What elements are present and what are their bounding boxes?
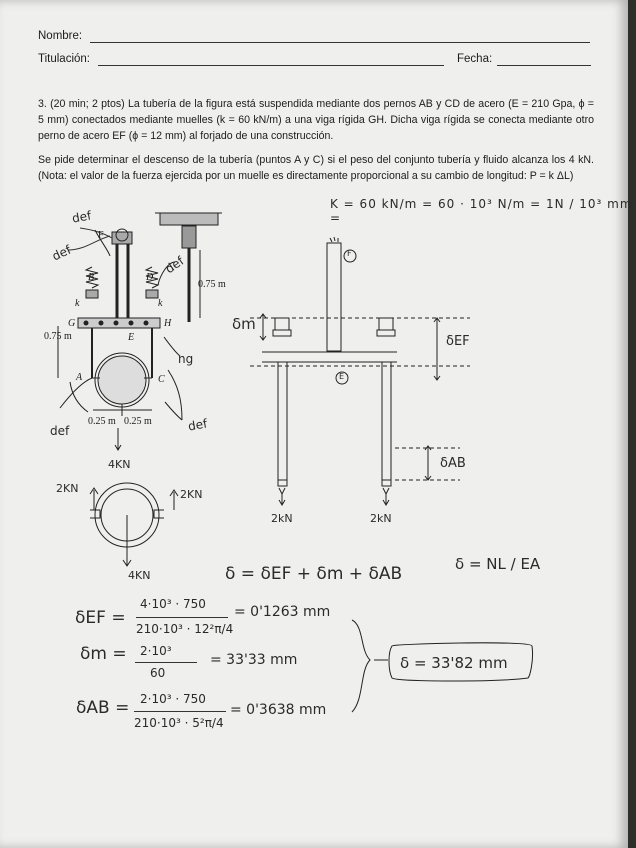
label-g: G	[68, 318, 76, 329]
ab-denominator: 210·10³ · 5²π/4	[134, 716, 224, 730]
delta-ab-label: δAB	[440, 456, 466, 471]
sum-equation: δ = δEF + δm + δAB	[225, 564, 403, 584]
problem-statement: 3. (20 min; 2 ptos) La tubería de la figura está suspendida mediante dos pernos AB y CD de acero (E = 210 Gpa, ϕ = 5 mm) conectados mediante muelles (k = 60 kN/m) a una viga rígida GH. Dicha viga rígida se conecta mediante otro perno de acero EF (ϕ = 12 mm) al forjado de una construcción.	[38, 98, 594, 143]
ab-fraction-bar	[134, 711, 226, 712]
def-label-4: def	[50, 424, 70, 438]
date-label: Fecha:	[457, 53, 493, 65]
final-answer: δ = 33'82 mm	[400, 654, 508, 672]
def-label-5: def	[186, 416, 209, 434]
label-b: B	[88, 272, 95, 283]
dim-075-right: 0.75 m	[198, 279, 226, 290]
label-k1: k	[75, 298, 80, 309]
def-label-3: def	[162, 253, 187, 277]
load-4kn-bottom: 4KN	[128, 569, 151, 582]
load-2kn-right: 2KN	[180, 488, 203, 501]
ef-result: = 0'1263 mm	[234, 604, 331, 620]
load-2kn-left: 2KN	[56, 482, 79, 495]
circle-f-label: F	[347, 249, 352, 258]
ef-denominator: 210·10³ · 12²π/4	[136, 622, 234, 636]
ceiling-bracket	[182, 226, 196, 248]
ab-result: = 0'3638 mm	[230, 702, 327, 718]
dim-025-right: 0.25 m	[124, 416, 152, 427]
label-h: H	[164, 318, 172, 329]
ab-numerator: 2·10³ · 750	[140, 692, 206, 706]
k-conversion: K = 60 kN/m = 60 · 10³ N/m = 1N / 10³ mm =	[330, 197, 633, 225]
m-result: = 33'33 mm	[210, 652, 298, 668]
label-f: F	[98, 230, 104, 241]
ceiling-slab	[160, 213, 218, 225]
general-formula: δ = NL / EA	[455, 555, 541, 573]
circle-e-label: E	[339, 372, 345, 381]
m-fraction-bar	[135, 662, 197, 663]
label-e: E	[128, 332, 135, 343]
top-bracket	[112, 232, 132, 244]
name-label: Nombre:	[38, 30, 83, 42]
bolt-load-right: 2kN	[370, 512, 392, 525]
ab-lhs: δAB =	[76, 698, 130, 718]
label-k2: k	[158, 298, 163, 309]
def-label-1: def	[70, 208, 93, 226]
dim-075-left: 0.75 m	[44, 331, 72, 342]
label-d: D	[146, 272, 154, 283]
bolt-load-left: 2kN	[271, 512, 293, 525]
label-ng: ng	[178, 352, 194, 366]
label-a: A	[76, 372, 83, 383]
delta-m-label: δm	[232, 315, 256, 333]
m-denominator: 60	[150, 666, 166, 680]
m-lhs: δm =	[80, 644, 127, 664]
label-c: C	[158, 374, 165, 385]
dim-025-left: 0.25 m	[88, 416, 116, 427]
load-4kn-top: 4KN	[108, 458, 131, 471]
def-label-2: def	[49, 242, 74, 264]
sketch-bolt-ef	[327, 243, 341, 351]
degree-label: Titulación:	[38, 53, 90, 65]
ef-lhs: δEF =	[75, 608, 126, 628]
delta-ef-label: δEF	[446, 334, 470, 349]
m-numerator: 2·10³	[140, 644, 172, 658]
ef-fraction-bar	[136, 617, 228, 618]
ef-numerator: 4·10³ · 750	[140, 597, 206, 611]
problem-question: Se pide determinar el descenso de la tubería (puntos A y C) si el peso del conjunto tubería y fluido alcanza los 4 kN. (Nota: el valor de la fuerza ejercida por un muelle es directamente proporcional a su cambio de longitud: P = k ΔL)	[38, 154, 594, 183]
